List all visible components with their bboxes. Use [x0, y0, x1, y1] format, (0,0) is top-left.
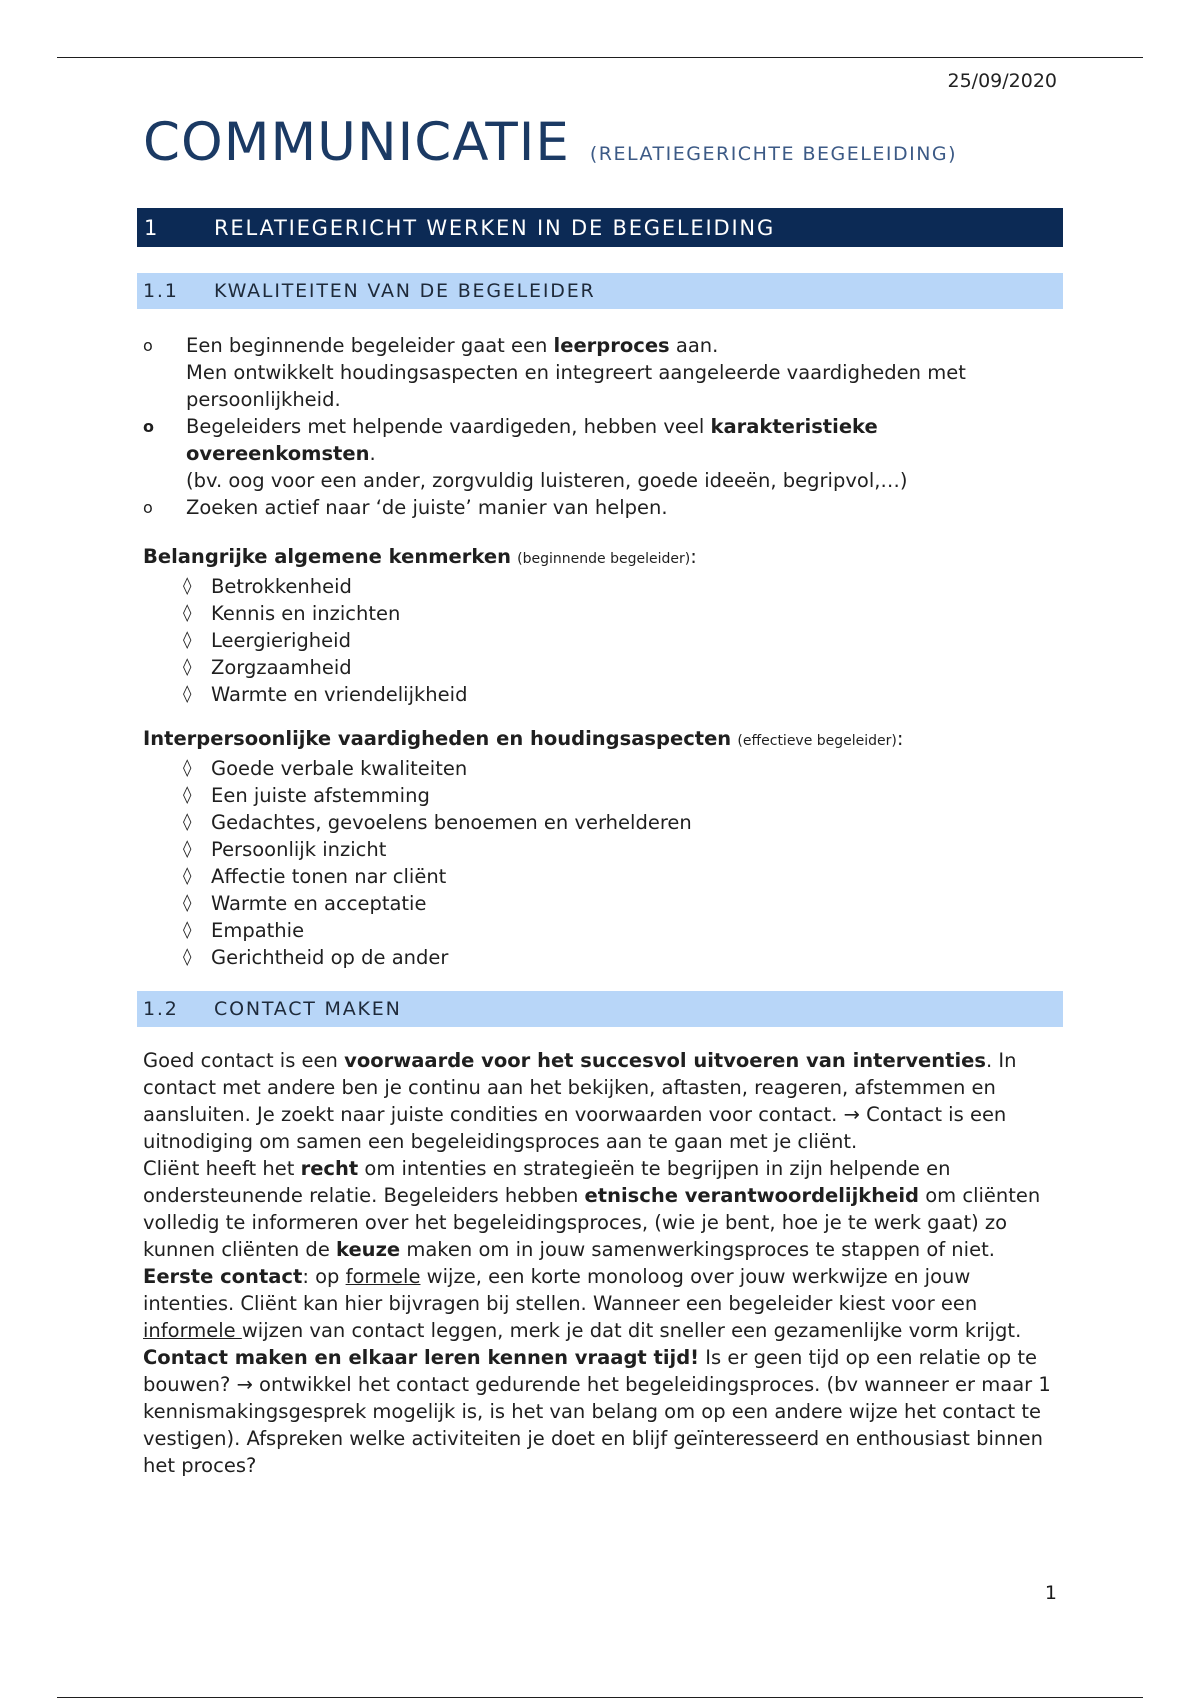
section-1-title: RELATIEGERICHT WERKEN IN DE BEGELEIDING — [214, 215, 776, 240]
diamond-bullet-icon: ◊ — [183, 839, 192, 859]
paragraph: Eerste contact: op formele wijze, een korte monoloog over jouw werkwijze en jouw intenties. Cliënt kan hier bijvragen bij stellen. Wanneer een begeleider kiest voor een informele wijzen van contact leggen, merk je dat dit sneller een gezamenlijke vorm krijgt. — [143, 1265, 1022, 1342]
list-item — [143, 944, 1063, 971]
bullet-text: Begeleiders met helpende vaardigeden, hebben veel — [186, 415, 711, 438]
diamond-bullet-icon: ◊ — [183, 947, 192, 967]
subheading-note: (effectieve begeleider) — [737, 733, 897, 749]
list-item-text: Affectie tonen nar cliënt — [211, 865, 447, 888]
bullet-item — [143, 413, 1063, 494]
diamond-bullet-icon: ◊ — [183, 812, 192, 832]
list-item — [143, 782, 1063, 809]
section-1-2-number: 1.2 — [143, 998, 179, 1020]
bullet-continuation: (bv. oog voor een ander, zorgvuldig luisteren, goede ideeën, begripvol,…) — [186, 469, 908, 492]
subheading-note: (beginnende begeleider) — [517, 551, 691, 567]
list-item-text: Gerichtheid op de ander — [211, 946, 449, 969]
diamond-bullet-icon: ◊ — [183, 576, 192, 596]
list-item — [143, 917, 1063, 944]
bullet-continuation: Men ontwikkelt houdingsaspecten en integreert aangeleerde vaardigheden met persoonlijkheid. — [186, 361, 966, 411]
list-item-text: Kennis en inzichten — [211, 602, 401, 625]
bullet-text: Een beginnende begeleider gaat een — [186, 334, 554, 357]
diamond-bullet-icon: ◊ — [183, 758, 192, 778]
list-item — [143, 863, 1063, 890]
list-item — [143, 836, 1063, 863]
list-item-text: Betrokkenheid — [211, 575, 352, 598]
document-date: 25/09/2020 — [947, 70, 1057, 92]
list-item — [143, 654, 1063, 681]
bullet-text: . — [369, 442, 376, 465]
diamond-bullet-icon: ◊ — [183, 893, 192, 913]
list-item — [143, 755, 1063, 782]
bullet-text: Zoeken actief naar ‘de juiste’ manier van helpen. — [186, 496, 668, 519]
section-1-1-number: 1.1 — [143, 280, 179, 302]
list-item-text: Empathie — [211, 919, 305, 942]
list-item — [143, 809, 1063, 836]
section-1-heading — [137, 208, 1063, 247]
section-1-number: 1 — [144, 215, 160, 240]
list-item-text: Persoonlijk inzicht — [211, 838, 387, 861]
characteristics-list — [143, 573, 1063, 708]
list-item — [143, 681, 1063, 708]
page-number: 1 — [1044, 1582, 1057, 1604]
list-item — [143, 890, 1063, 917]
list-item-text: Gedachtes, gevoelens benoemen en verhelderen — [211, 811, 692, 834]
bullet-item — [143, 332, 1063, 413]
list-item-text: Warmte en acceptatie — [211, 892, 427, 915]
section-1-1-heading — [137, 273, 1063, 309]
general-characteristics — [143, 543, 1063, 708]
interpersonal-skills — [143, 725, 1063, 971]
section-1-2-heading — [137, 991, 1063, 1027]
diamond-bullet-icon: ◊ — [183, 630, 192, 650]
paragraph: Goed contact is een voorwaarde voor het succesvol uitvoeren van interventies. In contact met andere ben je continu aan het bekijken, aftasten, reageren, afstemmen en aansluiten. Je zoekt naar juiste condities en voorwaarden voor contact. → Contact is een uitnodiging om samen een begeleidingsproces aan te gaan met je cliënt. — [143, 1049, 1017, 1153]
bullet-marker: o — [143, 336, 153, 355]
list-item — [143, 627, 1063, 654]
diamond-bullet-icon: ◊ — [183, 603, 192, 623]
qualities-bullet-list — [143, 332, 1063, 521]
subheading: Interpersoonlijke vaardigheden en houdingsaspecten — [143, 727, 732, 750]
bullet-marker: o — [143, 498, 153, 517]
paragraph: Cliënt heeft het recht om intenties en strategieën te begrijpen in zijn helpende en ondersteunende relatie. Begeleiders hebben etnische verantwoordelijkheid om cliënten volledig te informeren over het begeleidingsproces, (wie je bent, hoe je te werk gaat) zo kunnen cliënten de keuze maken om in jouw samenwerkingsproces te stappen of niet. — [143, 1157, 1041, 1261]
title-subtitle: (RELATIEGERICHTE BEGELEIDING) — [589, 143, 958, 165]
bullet-bold: karakteristieke overeenkomsten — [186, 415, 878, 465]
subheading: Belangrijke algemene kenmerken — [143, 545, 511, 568]
list-item — [143, 600, 1063, 627]
bullet-item — [143, 494, 1063, 521]
skills-list — [143, 755, 1063, 971]
list-item — [143, 573, 1063, 600]
bullet-text: aan. — [669, 334, 719, 357]
top-rule — [57, 57, 1143, 58]
list-item-text: Een juiste afstemming — [211, 784, 430, 807]
contact-section-body — [143, 1047, 1063, 1479]
list-item-text: Goede verbale kwaliteiten — [211, 757, 468, 780]
diamond-bullet-icon: ◊ — [183, 920, 192, 940]
diamond-bullet-icon: ◊ — [183, 684, 192, 704]
title-main: COMMUNICATIE — [143, 112, 570, 173]
diamond-bullet-icon: ◊ — [183, 866, 192, 886]
bottom-rule — [57, 1697, 1143, 1698]
bullet-bold: leerproces — [553, 334, 670, 357]
document-title — [143, 112, 957, 173]
list-item-text: Zorgzaamheid — [211, 656, 352, 679]
colon: : — [896, 727, 904, 750]
diamond-bullet-icon: ◊ — [183, 657, 192, 677]
bullet-marker: o — [143, 417, 154, 436]
colon: : — [690, 545, 697, 568]
paragraph: Contact maken en elkaar leren kennen vraagt tijd! Is er geen tijd op een relatie op te bouwen? → ontwikkel het contact gedurende het begeleidingsproces. (bv wanneer er maar 1 kennismakingsgesprek mogelijk is, is het van belang om op een andere wijze het contact te vestigen). Afspreken welke activiteiten je doet en blijf geïnteresseerd en enthousiast binnen het proces? — [143, 1346, 1051, 1477]
diamond-bullet-icon: ◊ — [183, 785, 192, 805]
section-1-2-title: CONTACT MAKEN — [214, 998, 402, 1020]
list-item-text: Leergierigheid — [211, 629, 351, 652]
section-1-1-title: KWALITEITEN VAN DE BEGELEIDER — [214, 280, 596, 302]
list-item-text: Warmte en vriendelijkheid — [211, 683, 468, 706]
